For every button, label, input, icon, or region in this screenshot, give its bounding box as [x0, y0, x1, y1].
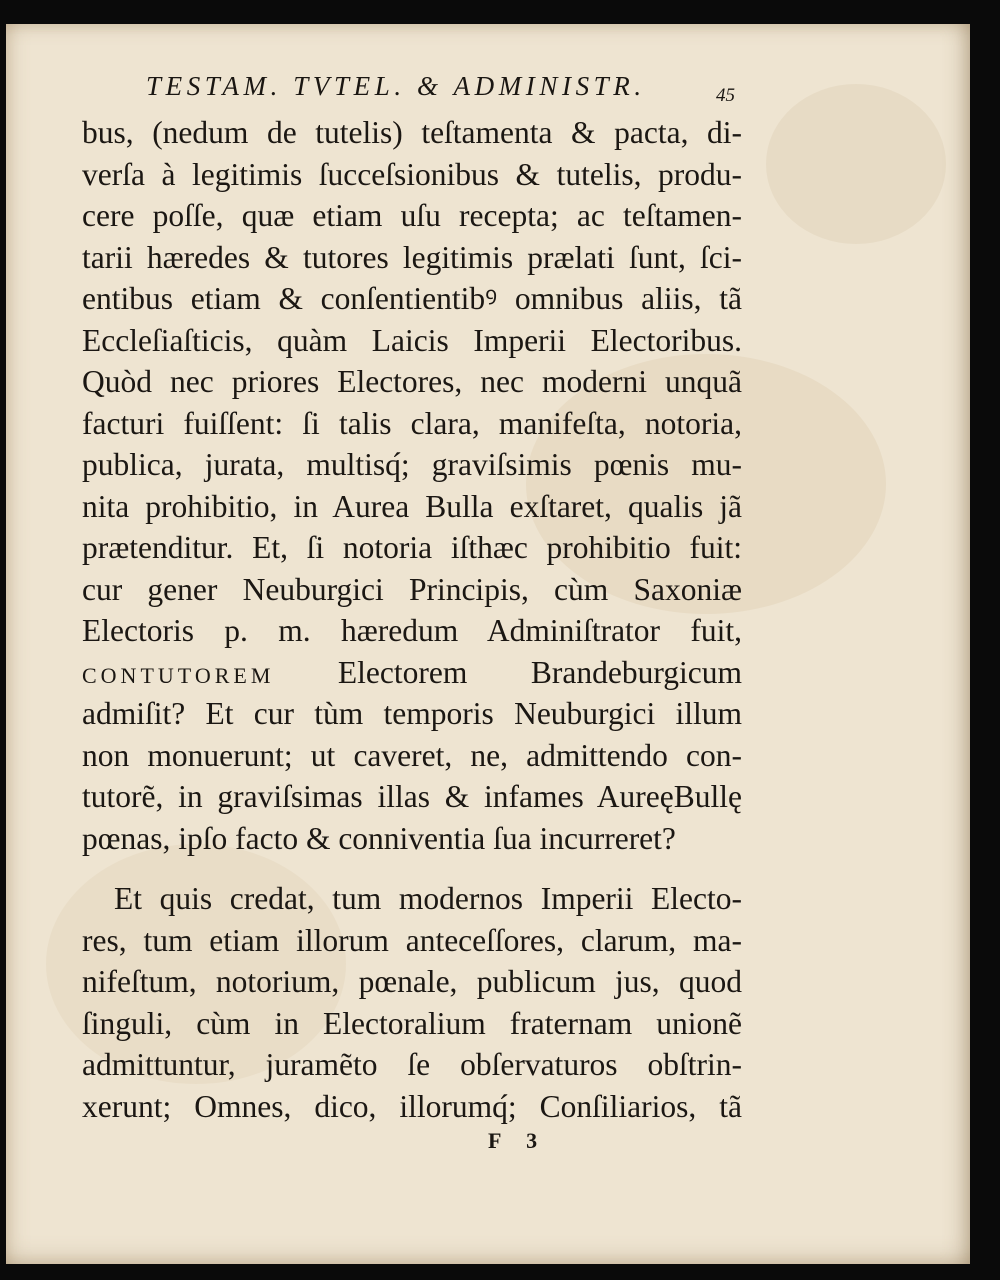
text-line: CONTUTOREM Electorem Brandeburgicum — [82, 654, 742, 690]
text-line: prætenditur. Et, ſi notoria iſthæc prohibitio fuit: — [82, 530, 742, 565]
text-line: pœnas, ipſo facto & conniventia ſua incurreret? — [82, 820, 676, 856]
text-line: Electoris p. m. hæredum Adminiſtrator fuit, — [82, 613, 742, 648]
signature-mark: F 3 — [488, 1128, 548, 1153]
text-line: nifeſtum, notorium, pœnale, publicum jus, quod — [82, 964, 742, 999]
smallcaps-word: CONTUTOREM — [82, 662, 275, 688]
text-line: tutorẽ, in graviſsimas illas & infames AureęBullę — [82, 779, 742, 814]
text-line: res, tum etiam illorum anteceſſores, clarum, ma- — [82, 922, 742, 958]
text-line: bus, (nedum de tutelis) teſtamenta & pacta, di- — [82, 115, 742, 150]
text-line: Quòd nec priores Electores, nec moderni unquã — [82, 364, 742, 399]
paper-stain — [766, 84, 946, 244]
text-line: nita prohibitio, in Aurea Bulla exſtaret, qualis jã — [82, 488, 742, 524]
text-line: entibus etiam & conſentientibꝰ omnibus aliis, tã — [82, 281, 742, 316]
text-line: Et quis credat, tum modernos Imperii Electo- — [114, 881, 742, 916]
text-line: cere poſſe, quæ etiam uſu recepta; ac teſtamen- — [82, 198, 742, 233]
text-line: non monuerunt; ut caveret, ne, admittendo con- — [82, 737, 742, 773]
paragraph-2 — [82, 878, 742, 1127]
text-line: publica, jurata, multisq́; graviſsimis pœnis mu- — [82, 447, 742, 482]
text-line: admiſit? Et cur tùm temporis Neuburgici illum — [82, 696, 742, 731]
text-line: ſinguli, cùm in Electoralium fraternam unionẽ — [82, 1005, 742, 1041]
text-line: admittuntur, juramẽto ſe obſervaturos obſtrin- — [82, 1047, 742, 1082]
text-line: tarii hæredes & tutores legitimis prælati ſunt, ſci- — [82, 239, 742, 275]
text-line: facturi fuiſſent: ſi talis clara, manifeſta, notoria, — [82, 405, 742, 441]
paragraph-1 — [82, 112, 742, 859]
running-head: TESTAM. TVTEL. & ADMINISTR. — [146, 71, 646, 101]
text-line: cur gener Neuburgici Principis, cùm Saxoniæ — [82, 571, 742, 607]
text-line: xerunt; Omnes, dico, illorumq́; Conſiliarios, tã — [82, 1088, 742, 1124]
text-line: Eccleſiaſticis, quàm Laicis Imperii Electoribus. — [82, 322, 742, 358]
page-number: 45 — [716, 85, 735, 106]
text-line: verſa à legitimis ſucceſsionibus & tutelis, produ- — [82, 156, 742, 192]
